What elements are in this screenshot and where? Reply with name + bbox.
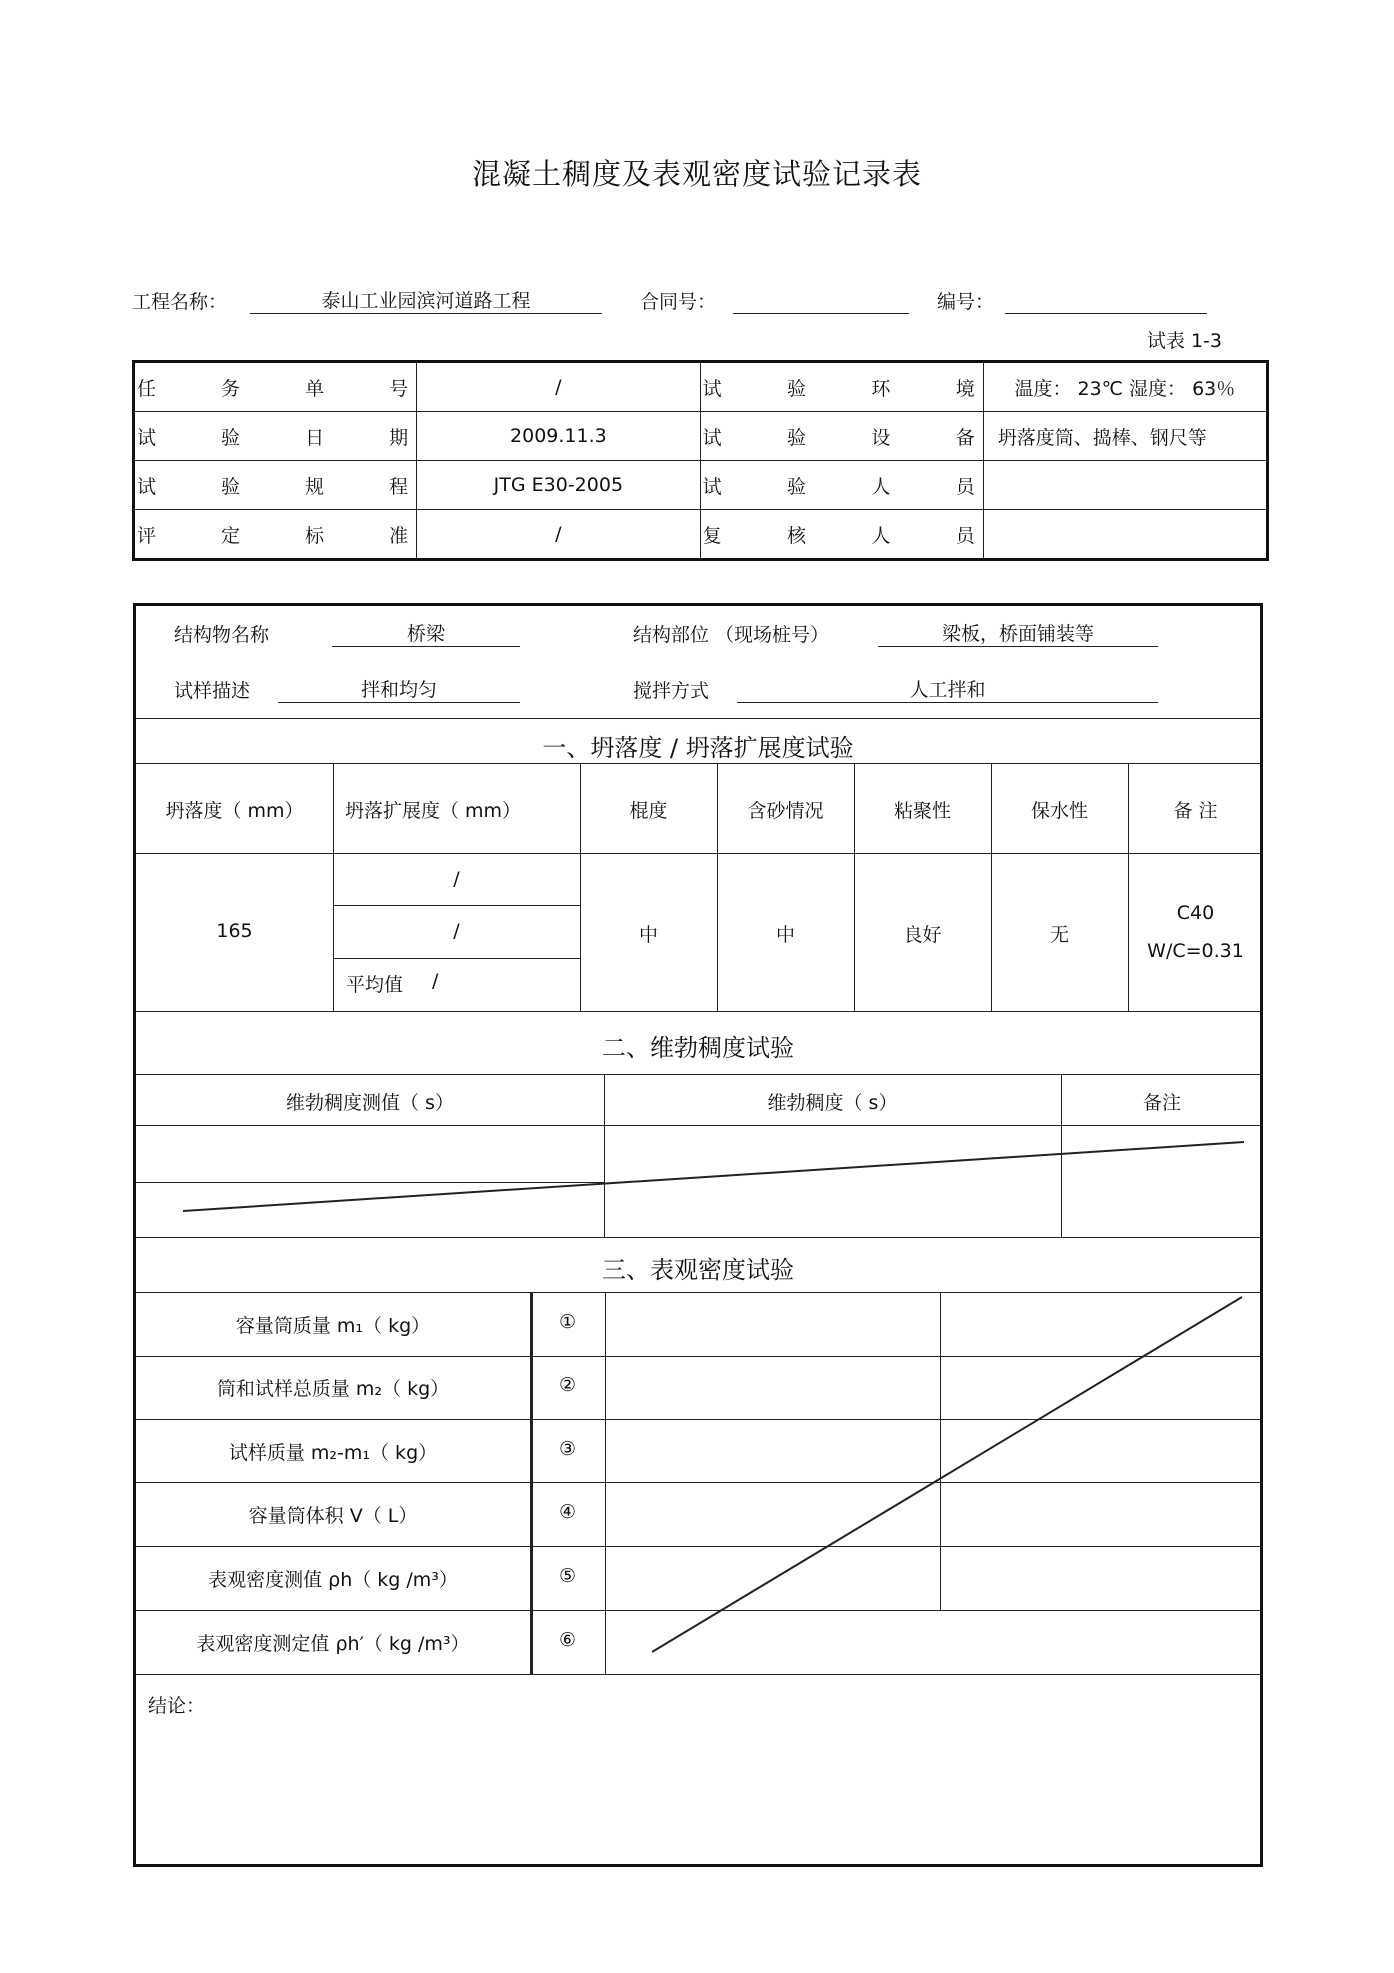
spread-average-label: 平均值 [346, 974, 404, 996]
equipment-value[interactable]: 坍落度筒、捣棒、钢尺等 [983, 412, 1267, 461]
table-row [134, 510, 1268, 560]
structure-name-field[interactable]: 桥梁 [332, 619, 520, 647]
density-row-number: ⑤ [558, 1565, 577, 1587]
test-record-box [133, 603, 1263, 1867]
header-remark: 备 注 [1173, 800, 1218, 822]
density-row-label: 容量筒体积 V（ L） [248, 1505, 418, 1527]
density-row-label: 试样质量 m₂-m₁（ kg） [228, 1442, 438, 1464]
task-number-value[interactable]: / [417, 362, 700, 412]
density-row-label: 表观密度测定值 ρh′（ kg /m³） [196, 1633, 470, 1655]
header-vebe-measured: 维勃稠度测值（ s） [286, 1092, 454, 1114]
table-row [134, 362, 1268, 412]
environment-value[interactable]: 温度： 23℃ 湿度： 63％ [983, 362, 1267, 412]
info-table [132, 360, 1269, 561]
density-row-label: 表观密度测值 ρh（ kg /m³） [208, 1569, 458, 1591]
header-spread: 坍落扩展度（ mm） [345, 800, 522, 822]
density-strike-line [136, 606, 1260, 1864]
header-vebe: 维勃稠度（ s） [767, 1092, 898, 1114]
procedure-value[interactable]: JTG E30-2005 [417, 461, 700, 510]
task-number-label: 任务单号 [134, 362, 417, 412]
remark-wc-ratio[interactable]: W/C=0.31 [1147, 940, 1244, 962]
contract-field[interactable] [733, 286, 909, 314]
reviewer-value[interactable] [983, 510, 1267, 560]
sand-value[interactable]: 中 [775, 924, 795, 946]
environment-label: 试验环境 [700, 362, 983, 412]
structure-part-field[interactable]: 梁板，桥面铺装等 [878, 619, 1158, 647]
density-row-number: ③ [558, 1438, 577, 1460]
conclusion-label: 结论： [148, 1695, 206, 1717]
standard-label: 评定标准 [134, 510, 417, 560]
table-row [134, 412, 1268, 461]
section-density-title: 三、表观密度试验 [602, 1256, 794, 1284]
equipment-label: 试验设备 [700, 412, 983, 461]
header-sand: 含砂情况 [747, 800, 824, 822]
sample-desc-field[interactable]: 拌和均匀 [278, 675, 520, 703]
reviewer-label: 复核人员 [700, 510, 983, 560]
page-title: 混凝土稠度及表观密度试验记录表 [471, 157, 922, 191]
header-cohesion: 粘聚性 [893, 800, 951, 822]
contract-label: 合同号： [640, 291, 717, 313]
table-row [134, 461, 1268, 510]
header-rod: 棍度 [629, 800, 668, 822]
spread-value-1[interactable]: / [453, 868, 460, 890]
structure-name-label: 结构物名称 [174, 624, 270, 646]
number-label: 编号： [937, 291, 995, 313]
density-row-label: 筒和试样总质量 m₂（ kg） [216, 1378, 450, 1400]
density-row-number: ④ [558, 1501, 577, 1523]
number-field[interactable] [1005, 286, 1207, 314]
mix-method-field[interactable]: 人工拌和 [737, 675, 1158, 703]
header-vebe-remark: 备注 [1142, 1092, 1181, 1114]
table-number: 试表 1-3 [1146, 330, 1222, 352]
header-slump: 坍落度（ mm） [165, 800, 304, 822]
structure-part-label: 结构部位 （现场桩号） [633, 624, 830, 646]
slump-value[interactable]: 165 [216, 920, 253, 942]
sample-desc-label: 试样描述 [174, 680, 251, 702]
project-field[interactable]: 泰山工业园滨河道路工程 [250, 286, 602, 314]
test-date-label: 试验日期 [134, 412, 417, 461]
cohesion-value[interactable]: 良好 [903, 924, 942, 946]
density-row-label: 容量筒质量 m₁（ kg） [235, 1315, 431, 1337]
standard-value[interactable]: / [417, 510, 700, 560]
procedure-label: 试验规程 [134, 461, 417, 510]
density-row-number: ⑥ [558, 1629, 577, 1651]
section-slump-title: 一、坍落度 / 坍落扩展度试验 [542, 734, 854, 762]
tester-label: 试验人员 [700, 461, 983, 510]
density-row-number: ② [558, 1374, 577, 1396]
density-row-number: ① [558, 1311, 577, 1333]
water-retention-value[interactable]: 无 [1049, 924, 1069, 946]
test-date-value[interactable]: 2009.11.3 [417, 412, 700, 461]
tester-value[interactable] [983, 461, 1267, 510]
spread-value-2[interactable]: / [453, 920, 460, 942]
header-water-retention: 保水性 [1030, 800, 1088, 822]
remark-grade[interactable]: C40 [1176, 902, 1215, 924]
section-vebe-title: 二、维勃稠度试验 [602, 1034, 794, 1062]
project-label: 工程名称： [132, 291, 228, 313]
rod-value[interactable]: 中 [638, 924, 658, 946]
mix-method-label: 搅拌方式 [633, 680, 710, 702]
spread-average-value[interactable]: / [432, 970, 439, 992]
